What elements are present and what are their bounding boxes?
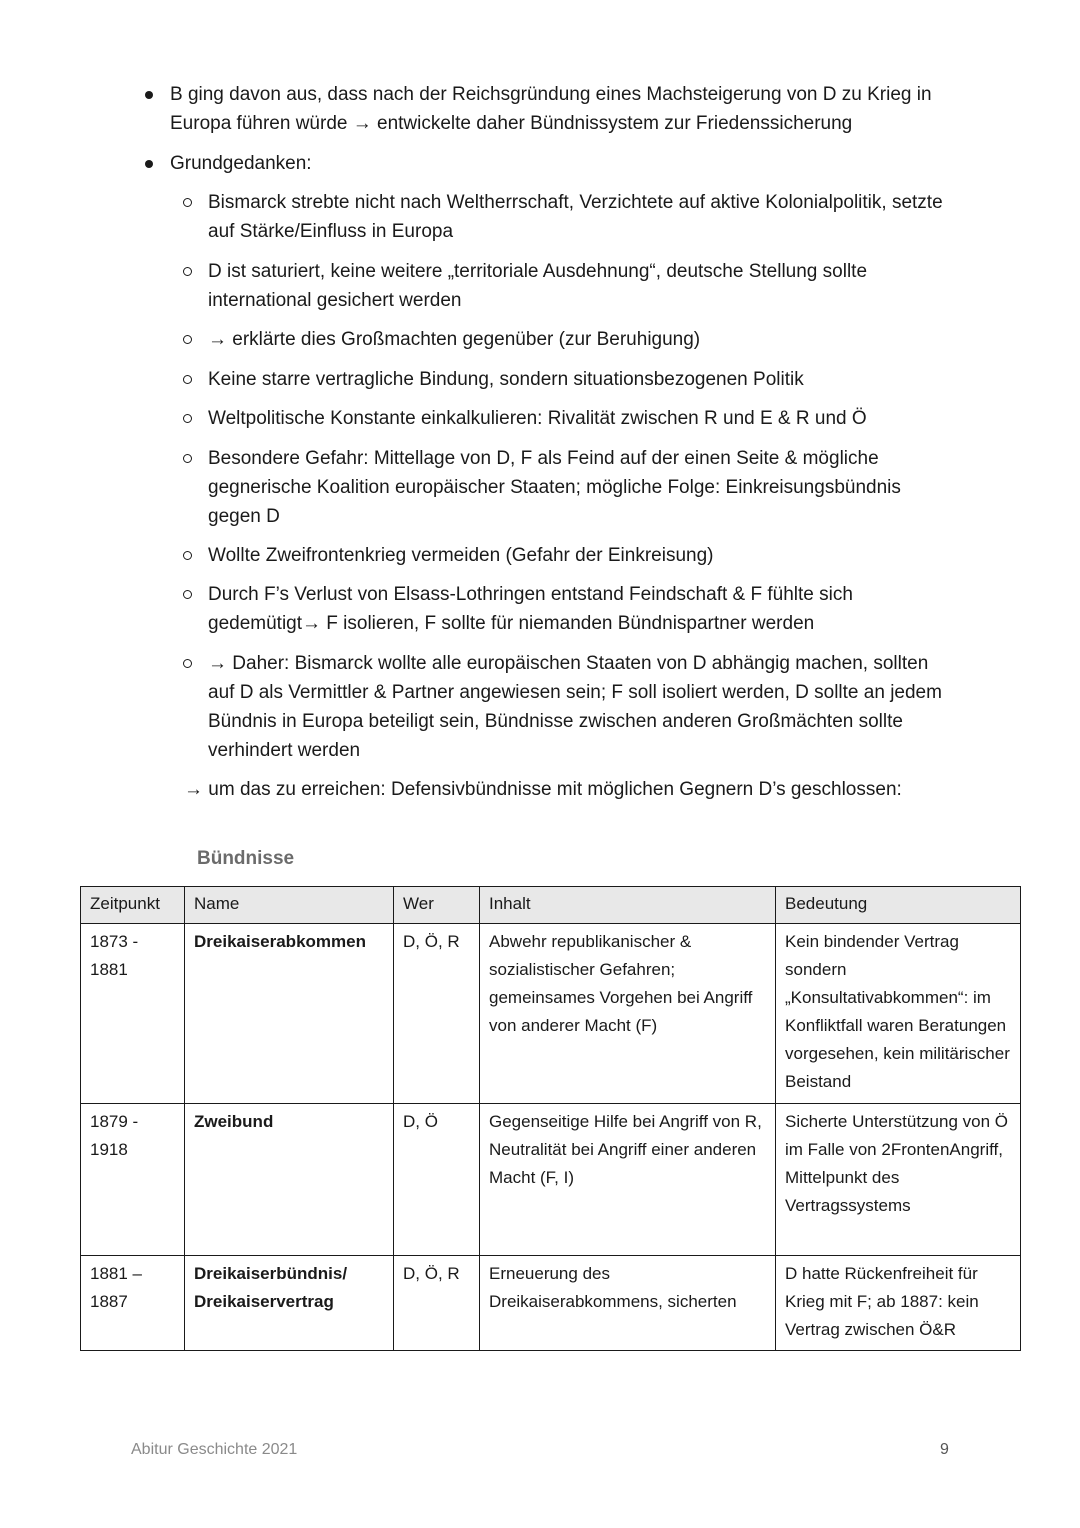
cell-zeitpunkt: 1873 - 1881 [81, 924, 185, 1104]
alliances-table [80, 886, 1021, 1351]
cell-inhalt: Erneuerung des Dreikaiserabkommens, sicherten [480, 1256, 776, 1351]
conclusion-text: → um das zu erreichen: Defensivbündnisse mit möglichen Gegnern D’s geschlossen: [184, 779, 902, 800]
page-number: 9 [940, 1441, 949, 1458]
table-row [81, 924, 1021, 1104]
footer-title: Abitur Geschichte 2021 [131, 1441, 298, 1458]
sub-bullet-text: Durch F’s Verlust von Elsass-Lothringen entstand Feindschaft & F fühlte sich gedemütigt→ F isolieren, F sollte für niemanden Bündnispartner werden [208, 584, 853, 634]
sub-bullet-text: Weltpolitische Konstante einkalkulieren: Rivalität zwischen R und E & R und Ö [208, 408, 867, 429]
bullet-dot [145, 160, 153, 168]
cell-name: Dreikaiserabkommen [185, 924, 394, 1104]
sub-bullet-item [208, 325, 948, 354]
sub-bullet-item [208, 444, 948, 531]
table-title: Bündnisse [197, 848, 295, 869]
sub-bullet-text: Bismarck strebte nicht nach Weltherrschaft, Verzichtete auf aktive Kolonialpolitik, setzte auf Stärke/Einfluss in Europa [208, 192, 943, 242]
table-row [81, 1256, 1021, 1351]
cell-wer: D, Ö [394, 1104, 480, 1256]
sub-bullet-item [208, 365, 948, 394]
cell-name: Zweibund [185, 1104, 394, 1256]
column-header-zeitpunkt: Zeitpunkt [81, 887, 185, 924]
circle-bullet-icon [183, 335, 192, 344]
circle-bullet-icon [183, 267, 192, 276]
circle-bullet-icon [183, 590, 192, 599]
cell-bedeutung: Kein bindender Vertrag sondern „Konsultativabkommen“: im Konfliktfall waren Beratungen vorgesehen, kein militärischer Beistand [776, 924, 1021, 1104]
circle-bullet-icon [183, 375, 192, 384]
cell-wer: D, Ö, R [394, 924, 480, 1104]
table-row [81, 1104, 1021, 1256]
sub-bullet-item [208, 541, 948, 570]
sub-bullet-item [208, 580, 948, 638]
bullet-text: B ging davon aus, dass nach der Reichsgründung eines Machsteigerung von D zu Krieg in Europa führen würde → entwickelte daher Bündnissystem zur Friedenssicherung [170, 84, 932, 134]
circle-bullet-icon [183, 659, 192, 668]
bullet-dot [145, 91, 153, 99]
circle-bullet-icon [183, 551, 192, 560]
column-header-inhalt: Inhalt [480, 887, 776, 924]
circle-bullet-icon [183, 414, 192, 423]
cell-inhalt: Abwehr republikanischer & sozialistischer Gefahren; gemeinsames Vorgehen bei Angriff von anderer Macht (F) [480, 924, 776, 1104]
conclusion-line [184, 775, 964, 804]
sub-bullet-text: Besondere Gefahr: Mittellage von D, F als Feind auf der einen Seite & mögliche gegnerische Koalition europäischer Staaten; mögliche Folge: Einkreisungsbündnis gegen D [208, 448, 901, 527]
sub-bullet-text: Wollte Zweifrontenkrieg vermeiden (Gefahr der Einkreisung) [208, 545, 714, 566]
sub-bullet-text: → Daher: Bismarck wollte alle europäischen Staaten von D abhängig machen, sollten auf D als Vermittler & Partner angewiesen sein; F soll isoliert werden, D sollte an jedem Bündnis in Europa beteiligt sein, Bündnisse zwischen anderen Großmächten sollte verhindert werden [208, 653, 942, 761]
column-header-wer: Wer [394, 887, 480, 924]
bullet-item [170, 149, 960, 178]
cell-zeitpunkt: 1879 - 1918 [81, 1104, 185, 1256]
sub-bullet-item [208, 404, 948, 433]
column-header-bedeutung: Bedeutung [776, 887, 1021, 924]
sub-bullet-item [208, 649, 948, 765]
cell-wer: D, Ö, R [394, 1256, 480, 1351]
bullet-item [170, 80, 960, 138]
table-header-row [81, 887, 1021, 924]
column-header-name: Name [185, 887, 394, 924]
sub-bullet-text: → erklärte dies Großmachten gegenüber (zur Beruhigung) [208, 329, 701, 350]
sub-bullet-item [208, 257, 948, 315]
cell-bedeutung: Sicherte Unterstützung von Ö im Falle von 2FrontenAngriff, Mittelpunkt des Vertragssystems [776, 1104, 1021, 1256]
cell-inhalt: Gegenseitige Hilfe bei Angriff von R, Neutralität bei Angriff einer anderen Macht (F, I) [480, 1104, 776, 1256]
circle-bullet-icon [183, 454, 192, 463]
cell-name: Dreikaiserbündnis/ Dreikaiservertrag [185, 1256, 394, 1351]
sub-bullet-item [208, 188, 948, 246]
circle-bullet-icon [183, 198, 192, 207]
bullet-text: Grundgedanken: [170, 153, 312, 174]
cell-bedeutung: D hatte Rückenfreiheit für Krieg mit F; ab 1887: kein Vertrag zwischen Ö&R [776, 1256, 1021, 1351]
sub-bullet-text: D ist saturiert, keine weitere „territoriale Ausdehnung“, deutsche Stellung sollte international gesichert werden [208, 261, 868, 311]
sub-bullet-text: Keine starre vertragliche Bindung, sondern situationsbezogenen Politik [208, 369, 804, 390]
cell-zeitpunkt: 1881 – 1887 [81, 1256, 185, 1351]
